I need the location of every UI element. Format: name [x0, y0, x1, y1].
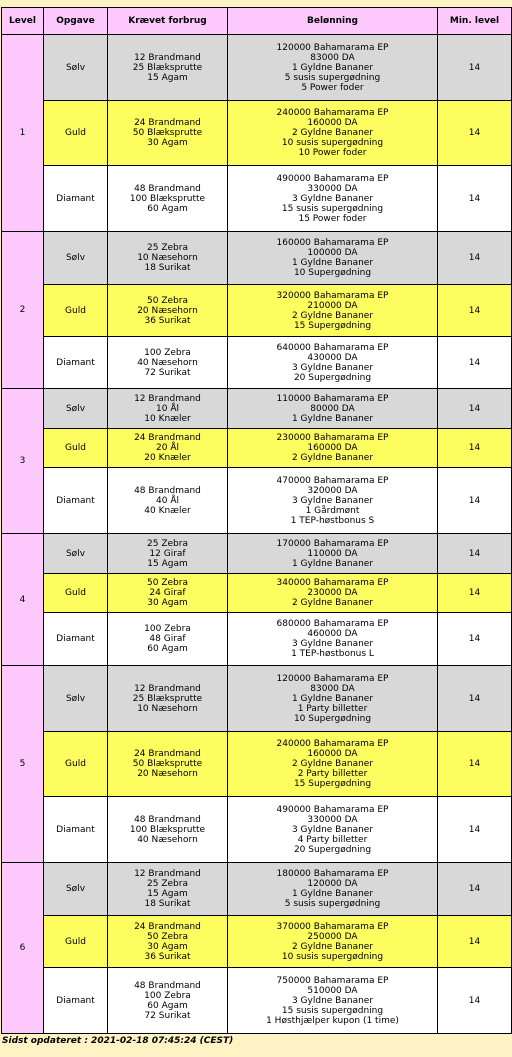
required-item: 60 Agam [147, 203, 188, 214]
reward-cell [228, 389, 438, 429]
required-cell [108, 666, 228, 732]
reward-cell [228, 337, 438, 389]
header-level: Level [2, 8, 44, 35]
min-level-cell: 14 [438, 863, 512, 916]
required-cell [108, 968, 228, 1034]
task-type-cell: Sølv [44, 389, 108, 429]
table-row [2, 863, 512, 916]
reward-item: 15 Supergødning [293, 779, 372, 789]
reward-cell [228, 429, 438, 468]
required-item: 12 Brandmand [134, 683, 201, 694]
table-row [2, 613, 512, 666]
reward-cell [228, 101, 438, 166]
reward-item: 470000 Bahamarama EP [276, 475, 389, 486]
required-item: 15 Agam [147, 72, 188, 83]
required-item: 15 Agam [147, 558, 188, 569]
reward-item: 490000 Bahamarama EP [276, 173, 389, 184]
reward-item: 15 Power foder [298, 213, 367, 224]
task-type-cell: Diamant [44, 468, 108, 534]
reward-item: 5 Power foder [301, 82, 364, 93]
reward-item: 490000 Bahamarama EP [276, 804, 389, 815]
table-row [2, 574, 512, 613]
min-level-cell: 14 [438, 732, 512, 797]
task-type-cell: Guld [44, 285, 108, 337]
required-item: 25 Zebra [147, 879, 188, 889]
required-item: 40 Knæler [144, 505, 191, 516]
reward-item: 2 Gyldne Bananer [291, 598, 374, 608]
required-item: 48 Brandmand [134, 485, 201, 496]
required-item: 40 Næsehorn [137, 357, 198, 368]
required-item: 24 Giraf [149, 588, 186, 598]
required-item: 48 Giraf [149, 634, 186, 644]
reward-item: 2 Party billetter [297, 769, 368, 779]
required-item: 36 Surikat [144, 951, 191, 962]
reward-item: 10 Power foder [298, 148, 367, 158]
required-item: 50 Zebra [147, 578, 188, 588]
required-item: 10 Knæler [144, 413, 191, 424]
min-level-cell: 14 [438, 337, 512, 389]
reward-cell [228, 732, 438, 797]
reward-item: 5 susis supergødning [284, 72, 381, 83]
reward-item: 210000 DA [307, 300, 358, 311]
reward-item: 640000 Bahamarama EP [276, 342, 389, 353]
reward-item: 1 TEP-høstbonus S [290, 515, 375, 526]
reward-cell [228, 797, 438, 863]
required-cell [108, 429, 228, 468]
task-type-cell: Guld [44, 732, 108, 797]
reward-item: 120000 DA [307, 879, 358, 889]
task-type-cell: Sølv [44, 232, 108, 285]
min-level-cell: 14 [438, 166, 512, 232]
reward-item: 110000 DA [307, 548, 358, 559]
table-row [2, 337, 512, 389]
task-type-cell: Diamant [44, 968, 108, 1034]
table-row [2, 534, 512, 574]
required-cell [108, 534, 228, 574]
table-header-row [2, 8, 512, 35]
reward-item: 1 Gyldne Bananer [291, 258, 374, 268]
min-level-cell: 14 [438, 534, 512, 574]
reward-item: 83000 DA [310, 683, 355, 694]
required-item: 48 Brandmand [134, 183, 201, 194]
task-type-cell: Guld [44, 916, 108, 968]
required-cell [108, 863, 228, 916]
required-item: 25 Blæksprutte [132, 62, 203, 73]
required-item: 10 Næsehorn [137, 253, 198, 263]
required-item: 12 Giraf [149, 548, 186, 559]
min-level-cell: 14 [438, 916, 512, 968]
task-type-cell: Diamant [44, 166, 108, 232]
reward-item: 3 Gyldne Bananer [291, 362, 374, 373]
reward-cell [228, 968, 438, 1034]
reward-item: 10 susis supergødning [281, 138, 384, 148]
required-cell [108, 389, 228, 429]
reward-item: 3 Gyldne Bananer [291, 995, 374, 1006]
last-updated-footer: Sidst opdateret : 2021-02-18 07:45:24 (CEST) [2, 1036, 234, 1046]
reward-cell [228, 285, 438, 337]
reward-item: 370000 Bahamarama EP [276, 921, 389, 932]
header-min-level: Min. level [438, 8, 512, 35]
reward-item: 20 Supergødning [293, 372, 372, 383]
required-item: 72 Surikat [144, 367, 191, 378]
required-item: 12 Brandmand [134, 52, 201, 63]
task-type-cell: Sølv [44, 35, 108, 101]
required-item: 100 Zebra [144, 990, 191, 1001]
min-level-cell: 14 [438, 968, 512, 1034]
required-cell [108, 285, 228, 337]
reward-item: 1 Party billetter [297, 703, 368, 714]
reward-item: 15 Supergødning [293, 320, 372, 331]
required-item: 100 Zebra [144, 624, 191, 634]
required-item: 20 Knæler [144, 453, 191, 463]
table-row [2, 968, 512, 1034]
reward-item: 20 Supergødning [293, 844, 372, 855]
reward-cell [228, 613, 438, 666]
task-type-cell: Sølv [44, 666, 108, 732]
level-cell: 5 [2, 666, 44, 863]
task-type-cell: Guld [44, 101, 108, 166]
reward-item: 230000 Bahamarama EP [276, 433, 389, 443]
level-rewards-table [1, 7, 512, 1034]
task-type-cell: Diamant [44, 613, 108, 666]
reward-cell [228, 574, 438, 613]
min-level-cell: 14 [438, 101, 512, 166]
table-row [2, 797, 512, 863]
required-item: 50 Zebra [147, 931, 188, 942]
reward-item: 340000 Bahamarama EP [276, 578, 389, 588]
required-item: 48 Brandmand [134, 814, 201, 825]
reward-cell [228, 863, 438, 916]
reward-item: 1 Gyldne Bananer [291, 558, 374, 569]
required-cell [108, 797, 228, 863]
reward-item: 240000 Bahamarama EP [276, 108, 389, 118]
required-item: 12 Brandmand [134, 393, 201, 404]
reward-item: 1 TEP-høstbonus L [291, 649, 374, 659]
min-level-cell: 14 [438, 468, 512, 534]
required-item: 24 Brandmand [134, 433, 201, 443]
level-cell: 6 [2, 863, 44, 1034]
reward-item: 170000 Bahamarama EP [276, 538, 389, 549]
required-item: 50 Zebra [147, 295, 188, 306]
required-item: 30 Agam [147, 941, 188, 952]
required-item: 20 Næsehorn [137, 305, 198, 316]
required-item: 18 Surikat [144, 899, 191, 909]
reward-item: 2 Gyldne Bananer [291, 310, 374, 321]
table-row [2, 166, 512, 232]
level-cell: 3 [2, 389, 44, 534]
reward-item: 750000 Bahamarama EP [276, 975, 389, 986]
table-row [2, 35, 512, 101]
required-item: 100 Blæksprutte [129, 824, 206, 835]
header-task: Opgave [44, 8, 108, 35]
required-item: 30 Agam [147, 598, 188, 608]
required-item: 72 Surikat [144, 1010, 191, 1021]
reward-item: 160000 DA [307, 749, 358, 759]
required-item: 10 Næsehorn [137, 703, 198, 714]
reward-item: 160000 Bahamarama EP [276, 238, 389, 248]
required-cell [108, 916, 228, 968]
table-row [2, 916, 512, 968]
reward-item: 15 susis supergødning [281, 203, 384, 214]
task-type-cell: Sølv [44, 863, 108, 916]
reward-item: 160000 DA [307, 118, 358, 128]
reward-item: 330000 DA [307, 183, 358, 194]
required-item: 100 Blæksprutte [129, 193, 206, 204]
required-item: 40 Ål [156, 495, 179, 506]
table-row [2, 666, 512, 732]
table-row [2, 389, 512, 429]
reward-item: 83000 DA [310, 52, 355, 63]
required-item: 24 Brandmand [134, 749, 201, 759]
min-level-cell: 14 [438, 666, 512, 732]
reward-cell [228, 916, 438, 968]
reward-item: 3 Gyldne Bananer [291, 495, 374, 506]
table-body [2, 35, 512, 1034]
required-item: 24 Brandmand [134, 921, 201, 932]
reward-cell [228, 666, 438, 732]
level-cell: 2 [2, 232, 44, 389]
reward-cell [228, 468, 438, 534]
table-row [2, 429, 512, 468]
required-item: 25 Zebra [147, 243, 188, 253]
reward-item: 3 Gyldne Bananer [291, 193, 374, 204]
min-level-cell: 14 [438, 35, 512, 101]
reward-item: 120000 Bahamarama EP [276, 42, 389, 53]
task-type-cell: Diamant [44, 337, 108, 389]
reward-cell [228, 35, 438, 101]
task-type-cell: Guld [44, 429, 108, 468]
required-item: 18 Surikat [144, 263, 191, 273]
task-type-cell: Guld [44, 574, 108, 613]
reward-item: 320000 Bahamarama EP [276, 290, 389, 301]
reward-item: 240000 Bahamarama EP [276, 739, 389, 749]
reward-item: 1 Gårdmønt [305, 505, 360, 516]
reward-item: 510000 DA [307, 985, 358, 996]
required-cell [108, 101, 228, 166]
reward-item: 10 Supergødning [293, 713, 372, 724]
reward-item: 1 Gyldne Bananer [291, 889, 374, 899]
reward-item: 2 Gyldne Bananer [291, 941, 374, 952]
required-item: 15 Agam [147, 889, 188, 899]
min-level-cell: 14 [438, 613, 512, 666]
required-item: 30 Agam [147, 138, 188, 148]
required-item: 100 Zebra [144, 347, 191, 358]
reward-item: 3 Gyldne Bananer [291, 824, 374, 835]
required-item: 10 Ål [156, 403, 179, 414]
required-cell [108, 574, 228, 613]
reward-cell [228, 166, 438, 232]
required-item: 60 Agam [147, 644, 188, 654]
table-row [2, 468, 512, 534]
reward-item: 110000 Bahamarama EP [276, 393, 389, 404]
required-item: 20 Ål [156, 443, 179, 453]
task-type-cell: Sølv [44, 534, 108, 574]
reward-item: 230000 DA [307, 588, 358, 598]
min-level-cell: 14 [438, 429, 512, 468]
table-row [2, 285, 512, 337]
reward-item: 80000 DA [310, 403, 355, 414]
required-item: 36 Surikat [144, 315, 191, 326]
reward-item: 3 Gyldne Bananer [291, 639, 374, 649]
min-level-cell: 14 [438, 285, 512, 337]
required-item: 24 Brandmand [134, 118, 201, 128]
required-cell [108, 232, 228, 285]
reward-item: 250000 DA [307, 931, 358, 942]
reward-item: 430000 DA [307, 352, 358, 363]
reward-item: 460000 DA [307, 629, 358, 639]
reward-item: 160000 DA [307, 443, 358, 453]
required-item: 25 Blæksprutte [132, 693, 203, 704]
required-cell [108, 613, 228, 666]
reward-cell [228, 232, 438, 285]
required-cell [108, 732, 228, 797]
reward-item: 4 Party billetter [297, 834, 368, 845]
required-cell [108, 468, 228, 534]
reward-item: 2 Gyldne Bananer [291, 759, 374, 769]
table-row [2, 732, 512, 797]
required-cell [108, 166, 228, 232]
task-type-cell: Diamant [44, 797, 108, 863]
reward-item: 2 Gyldne Bananer [291, 453, 374, 463]
min-level-cell: 14 [438, 389, 512, 429]
required-item: 20 Næsehorn [137, 769, 198, 779]
reward-item: 5 susis supergødning [284, 899, 381, 909]
reward-item: 15 susis supergødning [281, 1005, 384, 1016]
required-cell [108, 337, 228, 389]
level-cell: 1 [2, 35, 44, 232]
reward-item: 1 Gyldne Bananer [291, 413, 374, 424]
min-level-cell: 14 [438, 574, 512, 613]
required-item: 50 Blæksprutte [132, 759, 203, 769]
min-level-cell: 14 [438, 797, 512, 863]
required-item: 40 Næsehorn [137, 834, 198, 845]
reward-item: 10 Supergødning [293, 268, 372, 278]
reward-item: 10 susis supergødning [281, 951, 384, 962]
reward-item: 1 Høsthjælper kupon (1 time) [266, 1015, 399, 1026]
table-row [2, 232, 512, 285]
required-item: 60 Agam [147, 1000, 188, 1011]
header-required: Krævet forbrug [108, 8, 228, 35]
reward-item: 1 Gyldne Bananer [291, 693, 374, 704]
level-cell: 4 [2, 534, 44, 666]
min-level-cell: 14 [438, 232, 512, 285]
required-item: 25 Zebra [147, 538, 188, 549]
header-reward: Belønning [228, 8, 438, 35]
required-cell [108, 35, 228, 101]
required-item: 50 Blæksprutte [132, 128, 203, 138]
reward-item: 1 Gyldne Bananer [291, 62, 374, 73]
reward-item: 100000 DA [307, 248, 358, 258]
required-item: 12 Brandmand [134, 869, 201, 879]
table-row [2, 101, 512, 166]
reward-item: 320000 DA [307, 485, 358, 496]
reward-cell [228, 534, 438, 574]
reward-item: 330000 DA [307, 814, 358, 825]
reward-item: 120000 Bahamarama EP [276, 673, 389, 684]
reward-item: 2 Gyldne Bananer [291, 128, 374, 138]
required-item: 48 Brandmand [134, 980, 201, 991]
reward-item: 680000 Bahamarama EP [276, 619, 389, 629]
reward-item: 180000 Bahamarama EP [276, 869, 389, 879]
